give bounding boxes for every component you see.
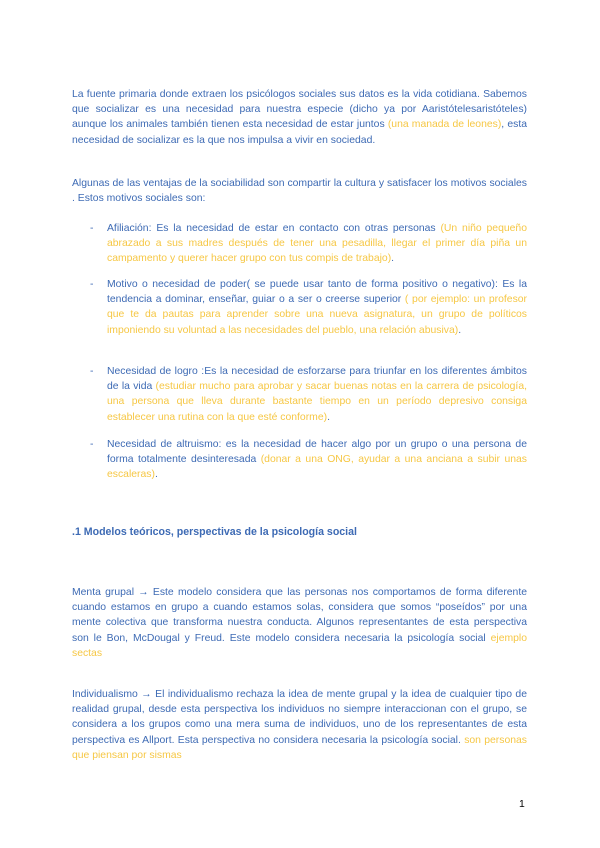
motivos-list-3	[90, 364, 527, 425]
individualismo-sep: .	[457, 734, 465, 746]
bullet-end: .	[391, 253, 395, 265]
intro-example: (una manada de leones)	[387, 119, 502, 131]
list-item	[90, 277, 527, 338]
section-heading: .1 Modelos teóricos, perspectivas de la psicología social	[72, 526, 357, 538]
bullet-end: .	[154, 469, 158, 481]
list-dash: -	[90, 223, 94, 234]
ventajas-paragraph: Algunas de las ventajas de la sociabilidad son compartir la cultura y satisfacer los motivos sociales . Estos motivos sociales son:	[72, 178, 527, 205]
bullet-example: (donar a una ONG, ayudar a una anciana a subir unas escaleras)	[107, 454, 527, 481]
list-dash: -	[90, 439, 94, 450]
bullet-end: .	[458, 324, 462, 336]
bullet-example: ( por ejemplo: un profesor que te da pautas para aprender sobre una nueva asignatura, un grupo de políticos imponiendo su voluntad a las necesidades del pueblo, una relación abusiva)	[107, 294, 528, 336]
individualismo-text: Individualismo → El individualismo rechaza la idea de mente grupal y la idea de cualquier tipo de realidad grupal, desde esta perspectiva los individuos no siempre interaccionan con el grupo, se considera a los grupos como una mera suma de individuos, uno de los representantes de esta perspectiva es Allport. Esta perspectiva no considera necesaria la psicología social	[72, 689, 527, 746]
list-item	[90, 364, 527, 425]
bullet-text: Motivo o necesidad de poder( se puede usar tanto de forma positivo o negativo): Es la tendencia a dominar, enseñar, guiar o a ser o creerse superior	[107, 279, 527, 306]
bullet-example: (estudiar mucho para aprobar y sacar buenas notas en la carrera de psicología, una persona que lleva durante bastante tiempo en un período depresivo consiga establecer una rutina con la que esté conforme)	[107, 381, 527, 423]
motivos-list-4	[90, 437, 527, 483]
list-dash: -	[90, 366, 94, 377]
list-item	[90, 437, 527, 483]
bullet-end: .	[327, 411, 330, 423]
list-item	[90, 221, 527, 267]
bullet-text: Necesidad de logro :Es la necesidad de esforzarse para triunfar en los diferentes ámbitos de la vida	[107, 366, 527, 393]
mente-example: ejemplo sectas	[72, 632, 527, 659]
mente-text: Menta grupal → Este modelo considera que las personas nos comportamos de forma diferente cuando estamos en grupo a cuando estamos solas, considera que somos “poseídos” por una mente colectiva que transforma nuestra conducta. Algunos representantes de esta perspectiva son le Bon, McDougal y Freud. Este modelo considera necesaria la psicología social	[72, 587, 527, 644]
individualismo-example: son personas que piensan por sismas	[72, 734, 527, 761]
motivos-list-2	[90, 277, 527, 338]
page-number: 1	[519, 799, 525, 810]
intro-text-end: , esta necesidad de socializar es la que nos impulsa a vivir en sociedad.	[72, 119, 527, 146]
intro-text: La fuente primaria donde extraen los psicólogos sociales sus datos es la vida cotidiana. Sabemos que socializar es una necesidad para nuestra especie (dicho ya por Aaristótelesaristóteles) aunque los animales también tienen esta necesidad de estar juntos	[72, 89, 527, 131]
bullet-text: Necesidad de altruismo: es la necesidad de hacer algo por un grupo o una persona de forma totalmente desinteresada	[107, 439, 527, 466]
list-dash: -	[90, 279, 94, 290]
bullet-example: (Un niño pequeño abrazado a sus madres después de tener una pesadilla, llegar el primer día piña un campamento y querer hacer grupo con tus compis de trabajo)	[107, 223, 527, 265]
intro-paragraph	[72, 87, 527, 148]
motivos-list	[90, 221, 527, 267]
mente-grupal-paragraph	[72, 585, 527, 661]
individualismo-paragraph	[72, 687, 527, 763]
bullet-text: Afiliación: Es la necesidad de estar en contacto con otras personas	[107, 223, 441, 234]
